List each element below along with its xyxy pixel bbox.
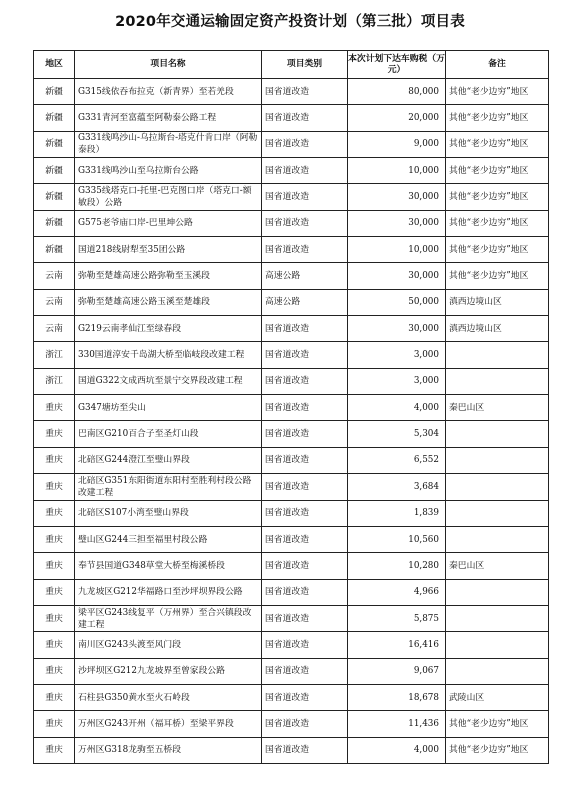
project-name-cell: G575老爷庙口岸-巴里坤公路 <box>75 210 262 236</box>
project-name-cell: 沙坪坝区G212九龙坡界至曾家段公路 <box>75 658 262 684</box>
table-row <box>34 684 549 710</box>
table-row <box>34 131 549 157</box>
note-cell: 滇西边境山区 <box>446 289 549 315</box>
project-type-cell: 国省道改造 <box>262 526 348 552</box>
region-cell: 新疆 <box>34 158 75 184</box>
region-cell: 浙江 <box>34 342 75 368</box>
note-cell: 其他“老少边穷”地区 <box>446 131 549 157</box>
amount-cell: 3,684 <box>348 474 446 500</box>
amount-cell: 6,552 <box>348 447 446 473</box>
amount-cell: 9,067 <box>348 658 446 684</box>
region-cell: 重庆 <box>34 579 75 605</box>
region-cell: 重庆 <box>34 395 75 421</box>
project-name-cell: 国道218线尉犁至35团公路 <box>75 237 262 263</box>
table-row <box>34 184 549 210</box>
amount-cell: 1,839 <box>348 500 446 526</box>
region-cell: 重庆 <box>34 737 75 763</box>
note-cell <box>446 447 549 473</box>
project-type-cell: 高速公路 <box>262 263 348 289</box>
region-cell: 重庆 <box>34 632 75 658</box>
amount-cell: 9,000 <box>348 131 446 157</box>
region-cell: 重庆 <box>34 553 75 579</box>
project-name-cell: 石柱县G350黄水至火石岭段 <box>75 684 262 710</box>
region-cell: 重庆 <box>34 526 75 552</box>
amount-cell: 3,000 <box>348 342 446 368</box>
amount-cell: 4,000 <box>348 737 446 763</box>
header-region: 地区 <box>34 51 75 79</box>
project-type-cell: 国省道改造 <box>262 553 348 579</box>
table-row <box>34 421 549 447</box>
table-row <box>34 316 549 342</box>
amount-cell: 10,560 <box>348 526 446 552</box>
table-row <box>34 500 549 526</box>
amount-cell: 50,000 <box>348 289 446 315</box>
table-row <box>34 632 549 658</box>
note-cell <box>446 474 549 500</box>
table-body <box>34 79 549 764</box>
region-cell: 新疆 <box>34 79 75 105</box>
document-title: 2020年交通运输固定资产投资计划（第三批）项目表 <box>115 14 465 30</box>
note-cell: 其他“老少边穷”地区 <box>446 105 549 131</box>
project-name-cell: 国道G322文成西坑至景宁交界段改建工程 <box>75 368 262 394</box>
region-cell: 云南 <box>34 263 75 289</box>
project-type-cell: 国省道改造 <box>262 711 348 737</box>
project-name-cell: 弥勒至楚雄高速公路弥勒至玉溪段 <box>75 263 262 289</box>
project-type-cell: 国省道改造 <box>262 105 348 131</box>
region-cell: 新疆 <box>34 184 75 210</box>
amount-cell: 3,000 <box>348 368 446 394</box>
region-cell: 重庆 <box>34 447 75 473</box>
table-row <box>34 263 549 289</box>
project-name-cell: 璧山区G244三担至福里村段公路 <box>75 526 262 552</box>
note-cell: 其他“老少边穷”地区 <box>446 79 549 105</box>
note-cell <box>446 368 549 394</box>
project-name-cell: G331线鸣沙山-乌拉斯台-塔克什肯口岸（阿勒泰段） <box>75 131 262 157</box>
amount-cell: 10,280 <box>348 553 446 579</box>
region-cell: 新疆 <box>34 105 75 131</box>
note-cell: 秦巴山区 <box>446 553 549 579</box>
project-type-cell: 国省道改造 <box>262 395 348 421</box>
amount-cell: 11,436 <box>348 711 446 737</box>
region-cell: 新疆 <box>34 210 75 236</box>
note-cell <box>446 500 549 526</box>
region-cell: 重庆 <box>34 500 75 526</box>
note-cell: 武陵山区 <box>446 684 549 710</box>
table-row <box>34 474 549 500</box>
header-project-name: 项目名称 <box>75 51 262 79</box>
note-cell: 其他“老少边穷”地区 <box>446 711 549 737</box>
note-cell: 其他“老少边穷”地区 <box>446 263 549 289</box>
project-type-cell: 国省道改造 <box>262 474 348 500</box>
project-name-cell: G335线塔克口-托里-巴克图口岸（塔克口-额敏段）公路 <box>75 184 262 210</box>
project-name-cell: 北碚区S107小湾至璧山界段 <box>75 500 262 526</box>
region-cell: 云南 <box>34 289 75 315</box>
region-cell: 重庆 <box>34 658 75 684</box>
note-cell <box>446 658 549 684</box>
amount-cell: 30,000 <box>348 316 446 342</box>
amount-cell: 10,000 <box>348 158 446 184</box>
project-name-cell: 奉节县国道G348草堂大桥至梅溪桥段 <box>75 553 262 579</box>
amount-cell: 18,678 <box>348 684 446 710</box>
table-row <box>34 237 549 263</box>
header-project-type: 项目类别 <box>262 51 348 79</box>
region-cell: 重庆 <box>34 711 75 737</box>
project-name-cell: 万州区G243开州（福耳桥）至梁平界段 <box>75 711 262 737</box>
project-type-cell: 国省道改造 <box>262 658 348 684</box>
header-row <box>34 51 549 79</box>
table-row <box>34 289 549 315</box>
table-row <box>34 395 549 421</box>
amount-cell: 80,000 <box>348 79 446 105</box>
amount-cell: 30,000 <box>348 263 446 289</box>
project-name-cell: 巴南区G210百合子至圣灯山段 <box>75 421 262 447</box>
note-cell: 秦巴山区 <box>446 395 549 421</box>
table-row <box>34 342 549 368</box>
project-name-cell: 北碚区G244澄江至璧山界段 <box>75 447 262 473</box>
project-name-cell: G331线鸣沙山至乌拉斯台公路 <box>75 158 262 184</box>
project-type-cell: 国省道改造 <box>262 342 348 368</box>
project-type-cell: 国省道改造 <box>262 579 348 605</box>
note-cell <box>446 579 549 605</box>
table-header <box>34 51 549 79</box>
project-type-cell: 国省道改造 <box>262 737 348 763</box>
table-row <box>34 210 549 236</box>
project-type-cell: 国省道改造 <box>262 421 348 447</box>
project-name-cell: 梁平区G243线复平（万州界）至合兴镇段改建工程 <box>75 605 262 631</box>
project-type-cell: 国省道改造 <box>262 79 348 105</box>
amount-cell: 16,416 <box>348 632 446 658</box>
project-name-cell: 北碚区G351东阳街道东阳村至胜利村段公路改建工程 <box>75 474 262 500</box>
note-cell <box>446 605 549 631</box>
amount-cell: 4,966 <box>348 579 446 605</box>
project-type-cell: 高速公路 <box>262 289 348 315</box>
project-name-cell: 弥勒至楚雄高速公路玉溪至楚雄段 <box>75 289 262 315</box>
table-row <box>34 579 549 605</box>
project-name-cell: G347塘坊至尖山 <box>75 395 262 421</box>
project-type-cell: 国省道改造 <box>262 447 348 473</box>
header-amount: 本次计划下达车购税（万元） <box>348 51 446 79</box>
note-cell <box>446 342 549 368</box>
table-row <box>34 158 549 184</box>
project-type-cell: 国省道改造 <box>262 500 348 526</box>
region-cell: 浙江 <box>34 368 75 394</box>
note-cell: 滇西边境山区 <box>446 316 549 342</box>
project-name-cell: 万州区G318龙驹至五桥段 <box>75 737 262 763</box>
region-cell: 重庆 <box>34 684 75 710</box>
note-cell: 其他“老少边穷”地区 <box>446 158 549 184</box>
note-cell <box>446 526 549 552</box>
region-cell: 重庆 <box>34 421 75 447</box>
region-cell: 新疆 <box>34 131 75 157</box>
note-cell: 其他“老少边穷”地区 <box>446 737 549 763</box>
table-row <box>34 526 549 552</box>
table-row <box>34 737 549 763</box>
table-row <box>34 447 549 473</box>
project-type-cell: 国省道改造 <box>262 131 348 157</box>
region-cell: 云南 <box>34 316 75 342</box>
amount-cell: 5,304 <box>348 421 446 447</box>
project-type-cell: 国省道改造 <box>262 210 348 236</box>
note-cell: 其他“老少边穷”地区 <box>446 184 549 210</box>
project-type-cell: 国省道改造 <box>262 184 348 210</box>
amount-cell: 20,000 <box>348 105 446 131</box>
table-row <box>34 105 549 131</box>
table-row <box>34 79 549 105</box>
amount-cell: 4,000 <box>348 395 446 421</box>
amount-cell: 30,000 <box>348 210 446 236</box>
project-type-cell: 国省道改造 <box>262 605 348 631</box>
project-name-cell: 330国道淳安千岛湖大桥至临岐段改建工程 <box>75 342 262 368</box>
note-cell <box>446 632 549 658</box>
amount-cell: 30,000 <box>348 184 446 210</box>
amount-cell: 5,875 <box>348 605 446 631</box>
project-name-cell: G331青河至富蕴至阿勒泰公路工程 <box>75 105 262 131</box>
project-type-cell: 国省道改造 <box>262 632 348 658</box>
region-cell: 重庆 <box>34 474 75 500</box>
table-row <box>34 368 549 394</box>
note-cell: 其他“老少边穷”地区 <box>446 237 549 263</box>
note-cell: 其他“老少边穷”地区 <box>446 210 549 236</box>
project-name-cell: 九龙坡区G212华福路口至沙坪坝界段公路 <box>75 579 262 605</box>
region-cell: 重庆 <box>34 605 75 631</box>
project-type-cell: 国省道改造 <box>262 684 348 710</box>
table-row <box>34 605 549 631</box>
amount-cell: 10,000 <box>348 237 446 263</box>
project-name-cell: G219云南孝仙江至绿春段 <box>75 316 262 342</box>
project-type-cell: 国省道改造 <box>262 237 348 263</box>
note-cell <box>446 421 549 447</box>
project-name-cell: G315线依吞布拉克（新青界）至若羌段 <box>75 79 262 105</box>
project-type-cell: 国省道改造 <box>262 316 348 342</box>
header-note: 备注 <box>446 51 549 79</box>
table-row <box>34 658 549 684</box>
region-cell: 新疆 <box>34 237 75 263</box>
table-row <box>34 711 549 737</box>
project-name-cell: 南川区G243头渡至风门段 <box>75 632 262 658</box>
project-table <box>33 50 549 764</box>
project-type-cell: 国省道改造 <box>262 368 348 394</box>
table-row <box>34 553 549 579</box>
project-type-cell: 国省道改造 <box>262 158 348 184</box>
